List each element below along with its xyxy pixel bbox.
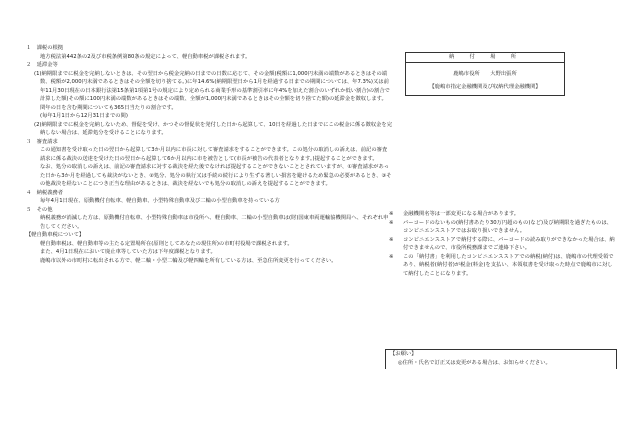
s2-paragraph-2: (2)納期限までに税金を完納しないため、督促を受け、かつその督促状を発付した日から起算して、10日を経過した日までにこの税金に係る徴収金を完納しない場合は、延滞処分を受けることになります。 <box>34 121 393 136</box>
note-item <box>389 236 615 253</box>
s3-paragraph-1: この通知書を受け取った日の翌日から起算して3か月以内に市長に対して審査請求をすることができます。この処分の取消しの訴えは、前記の審査請求に係る裁決の送達を受けた日の翌日から起算して6か月以内に市を被告として(市長が被告の代表者となります。)提起することができます。 <box>40 147 388 162</box>
s2-paragraph-1: (1)納期限までに税金を完納しないときは、その翌日から税金完納の日までの日数に応じて、その金額(税額に1,000円未満の端数があるときはその端数、税額が2,000円未満であるときはその全額を切り捨てる。)に年14.6%(納期限翌日から1月を経過する日までの期間については、年7.3%)又は前年11月30日現在の日本銀行法第15条第1項第1号の規定により定められる商業手形の基準割引率に年4%を加えた割合のいずれか低い割合)の割合で計算した額(その額に100円未満の端数があるときはその端数、全額が1,000円未満であるときはその全額を切り捨てた額)の延滞金を徴収します。閏年の日を含む期間についても365日当たりの割合です。 <box>34 70 390 111</box>
s6-heading: 【軽自動車税について】 <box>26 232 85 238</box>
s1-text: 地方税法第442条の2及び市税条例第80条の規定によって、軽自動車税が課税されます。 <box>40 53 251 60</box>
note-mark: ※ <box>389 253 394 260</box>
note-text: バーコードのないもの(納付書あたり30万円超のもの)など)及び納期限を過ぎたものは、コンビニエンスストアではお取り扱いできません。 <box>403 219 612 234</box>
s2-heading: ２ 延滞金等 <box>26 62 58 68</box>
note-mark: ※ <box>389 211 394 217</box>
s6-paragraph-3: 鹿嶋市以外の市町村に転出される方で、軽二輪・小型二輪及び軽四輪を所有している方は、至急住所変更を行ってください。 <box>40 257 337 264</box>
note-mark: ※ <box>389 219 394 226</box>
note-text: 金融機関名等は一部変更になる場合があります。 <box>403 211 520 217</box>
s5-text: 納税義務が消滅した方は、原動機付自転車、小型特殊自動車は市役所へ、軽自動車、二輪の小型自動車は(財)国東車両運輸協機関局へ、それぞれ申告してください。 <box>40 215 389 230</box>
s4-text: 毎年4月1日現在、原動機付自転車、軽自動車、小型特殊自動車及び二輪の小型自動車を持っている方 <box>40 198 280 204</box>
note-text: コンビニエンスストアで納付する際に、バーコードの読み取りができなかった場合は、納付できませんので、市役所税務課までご連絡下さい。 <box>403 236 615 251</box>
s3-paragraph-2: なお、処分の取消しの訴えは、前記の審査請求に対する裁決を経た後でなければ提起することができないこととされていますが、①審査請求があった日から3か月を経過しても裁決がないとき、②処分、処分の執行又は手続の続行により生ずる著しい損害を避けるため緊急の必要があるとき、③その他裁決を経ないことにつき正当な理由があるときは、裁決を経ないでも処分の取消しの訴えを提起することができます。 <box>40 164 392 187</box>
s4-heading: ４ 納税義務者 <box>26 189 64 196</box>
s1-heading: １ 課税の根拠 <box>26 45 64 51</box>
s5-heading: ５ その他 <box>26 206 53 213</box>
request-box <box>385 349 617 369</box>
note-text: この「納付書」を利用したコンビニエンスストアでの納税(納付)は、鹿嶋市の代理受領であり、納税者(納付者)が税金(料金)を支払い、本領収書を受け取った時点で鹿嶋市に対して納付したことになります。 <box>403 253 614 277</box>
request-title: 【お願い】 <box>390 351 417 357</box>
payment-place-box <box>405 52 565 96</box>
s2-paragraph-1-note: (毎年1月1日から12月31日までの間) <box>40 113 128 119</box>
s6-paragraph-1: 軽自動車税は、軽自動車等の主たる定置場所在(原則としてあなたの現住所)の市町村役場で課税されます。 <box>40 240 293 247</box>
note-item <box>389 253 615 279</box>
notes-list <box>389 210 615 278</box>
payment-place-offices: 鹿嶋市役所 大野出張所 <box>453 71 517 77</box>
s3-heading: ３ 審査請求 <box>26 138 58 145</box>
note-item <box>389 219 615 236</box>
s6-paragraph-2: また、4月1日現在において廃止車等していた方は下年度課税となります。 <box>40 249 216 255</box>
request-text: ◎住所・氏名で訂正又は変更がある場合は、お知らせください。 <box>398 359 551 366</box>
note-mark: ※ <box>389 236 394 243</box>
payment-place-banks: 【鹿嶋市指定金融機関及び収納代理金融機関】 <box>429 84 541 90</box>
payment-place-title: 納 付 場 所 <box>406 53 564 63</box>
notice-body <box>26 44 392 265</box>
note-item <box>389 210 615 219</box>
